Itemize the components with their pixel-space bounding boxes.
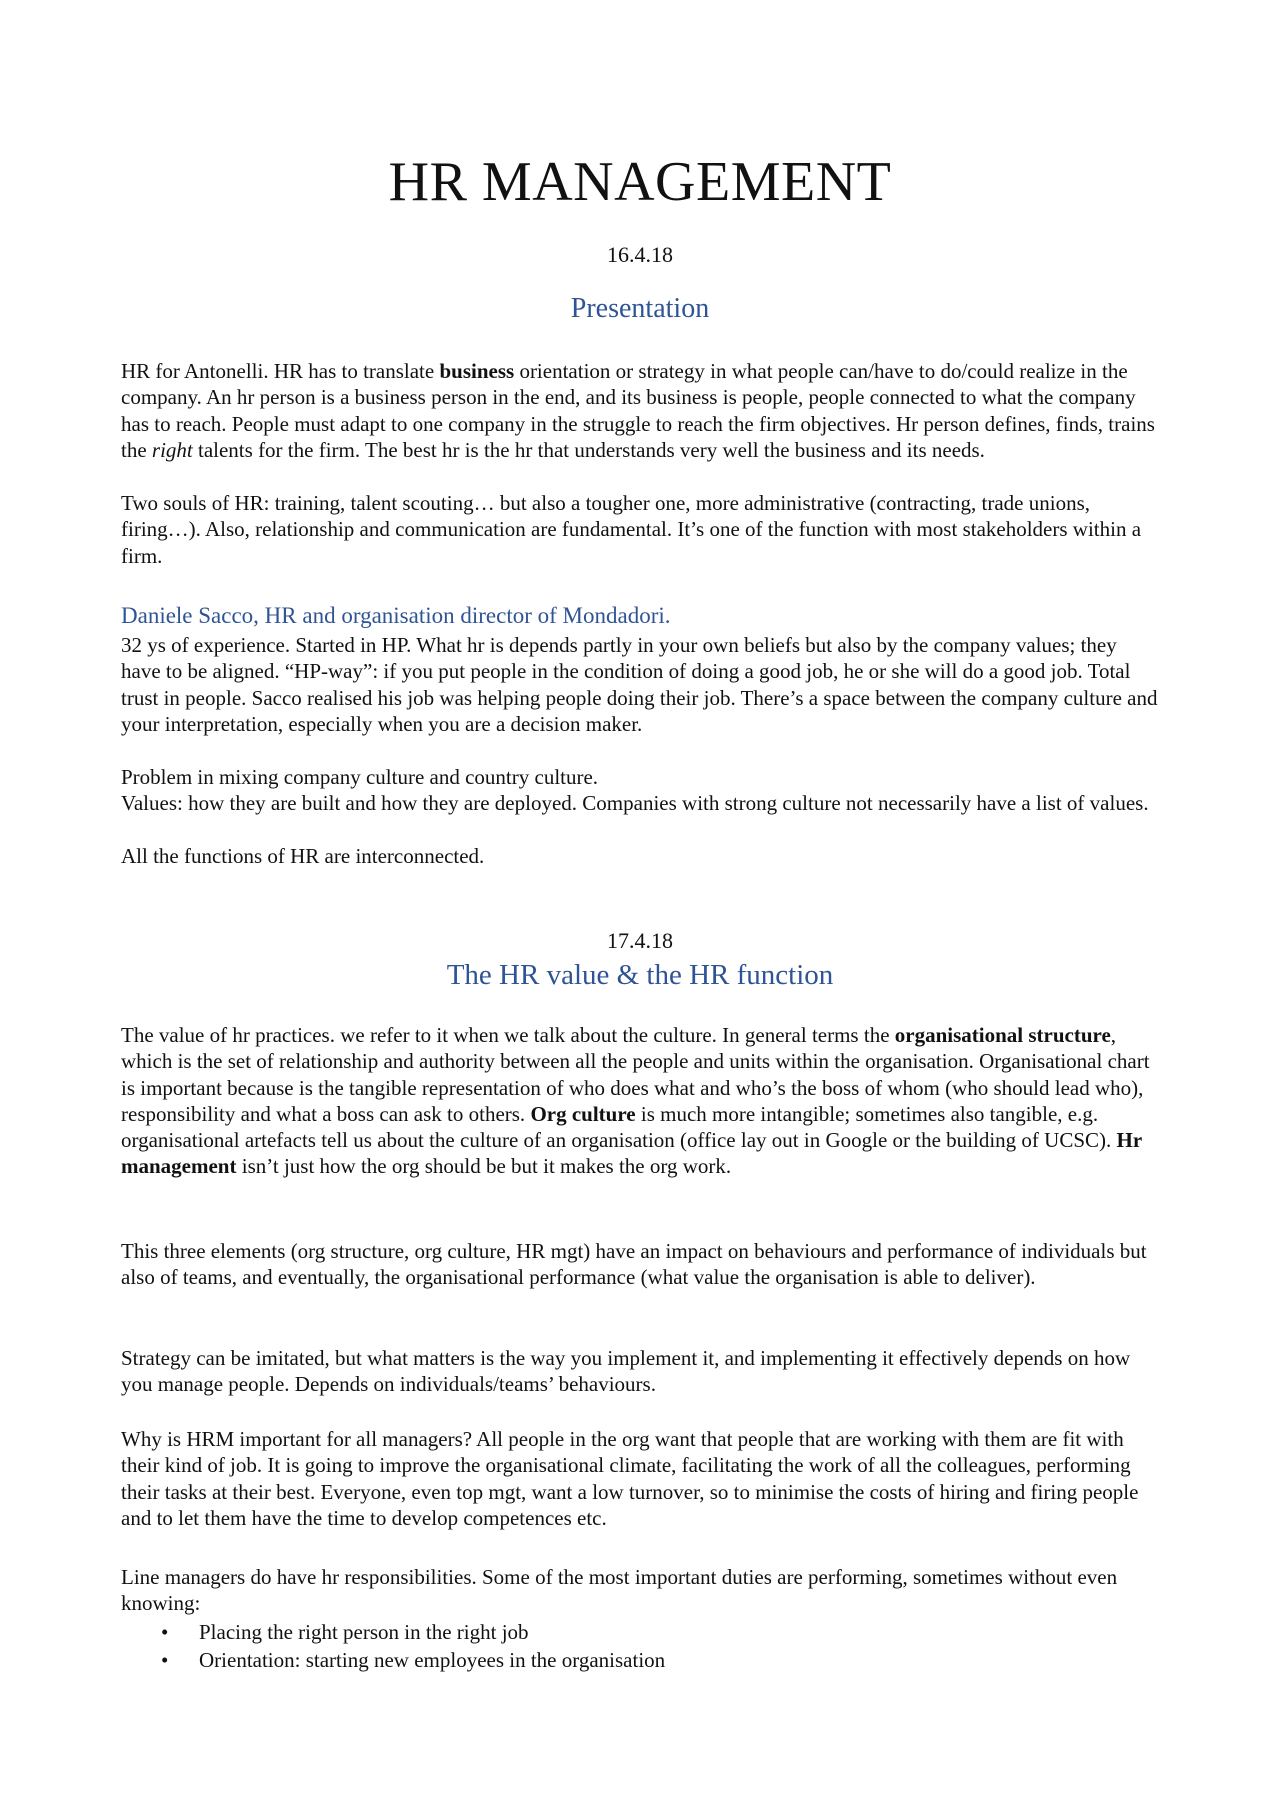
paragraph: Strategy can be imitated, but what matters is the way you implement it, and implementing it effectively depends on how you manage people. Depends on individuals/teams’ behaviours. xyxy=(121,1346,1131,1397)
paragraph: All the functions of HR are interconnected. xyxy=(121,844,485,868)
subheading-daniele-sacco: Daniele Sacco, HR and organisation director of Mondadori. xyxy=(121,603,671,628)
paragraph: HR for Antonelli. HR has to translate business orientation or strategy in what people can/have to do/could realize in the company. An hr person is a business person in the end, and its business is people, people connected to what the company has to reach. People must adapt to one company in the struggle to reach the firm objectives. Hr person defines, finds, trains the right talents for the firm. The best hr is the hr that understands very well the business and its needs. xyxy=(121,359,1155,462)
section-date-1: 16.4.18 xyxy=(607,242,673,267)
section-date-2: 17.4.18 xyxy=(607,928,673,953)
bullet-icon: • xyxy=(161,1648,169,1672)
section-heading-hr-value: The HR value & the HR function xyxy=(446,959,834,991)
bullet-icon: • xyxy=(161,1620,169,1644)
paragraph: Values: how they are built and how they are deployed. Companies with strong culture not necessarily have a list of values. xyxy=(121,791,1149,815)
paragraph: This three elements (org structure, org culture, HR mgt) have an impact on behaviours and performance of individuals but also of teams, and eventually, the organisational performance (what value the organisation is able to deliver). xyxy=(121,1239,1147,1290)
list-item-text: Orientation: starting new employees in the organisation xyxy=(199,1648,666,1672)
list-item-text: Placing the right person in the right job xyxy=(199,1620,529,1644)
paragraph: The value of hr practices. we refer to it when we talk about the culture. In general terms the organisational structure, which is the set of relationship and authority between all the people and units within the organisation. Organisational chart is important because is the tangible representation of who does what and who’s the boss of whom (who should lead who), responsibility and what a boss can ask to others. Org culture is much more intangible; sometimes also tangible, e.g. organisational artefacts tell us about the culture of an organisation (office lay out in Google or the building of UCSC). Hr management isn’t just how the org should be but it makes the org work. xyxy=(121,1023,1150,1179)
paragraph: Two souls of HR: training, talent scouting… but also a tougher one, more administrative (contracting, trade unions, firing…). Also, relationship and communication are fundamental. It’s one of the function with most stakeholders within a firm. xyxy=(121,491,1142,568)
paragraph: 32 ys of experience. Started in HP. What hr is depends partly in your own beliefs but also by the company values; they have to be aligned. “HP-way”: if you put people in the condition of doing a good job, he or she will do a good job. Total trust in people. Sacco realised his job was helping people doing their job. There’s a space between the company culture and your interpretation, especially when you are a decision maker. xyxy=(121,633,1158,736)
list-item xyxy=(121,1618,1159,1646)
paragraph: Line managers do have hr responsibilities. Some of the most important duties are performing, sometimes without even knowing: xyxy=(121,1565,1118,1616)
paragraph: Problem in mixing company culture and country culture. xyxy=(121,765,599,789)
bullet-list xyxy=(121,1618,1159,1674)
document-title: HR MANAGEMENT xyxy=(388,151,892,213)
section-heading-presentation: Presentation xyxy=(570,293,710,324)
paragraph: Why is HRM important for all managers? All people in the org want that people that are working with them are fit with their kind of job. It is going to improve the organisational climate, facilitating the work of all the colleagues, performing their tasks at their best. Everyone, even top mgt, want a low turnover, so to minimise the costs of hiring and firing people and to let them have the time to develop competences etc. xyxy=(121,1427,1139,1530)
list-item xyxy=(121,1646,1159,1674)
